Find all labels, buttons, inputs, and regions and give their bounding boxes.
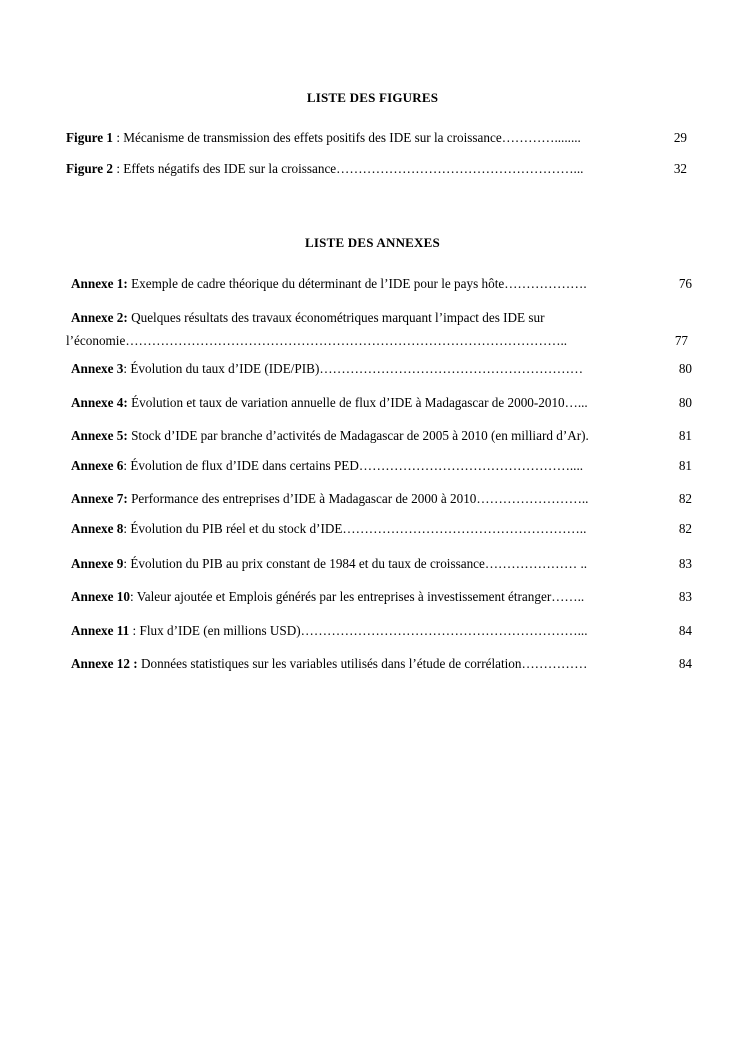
figures-heading: LISTE DES FIGURES	[306, 90, 439, 105]
annex-title: Performance des entreprises d’IDE à Madagascar de 2000 à 2010……………………..	[127, 491, 589, 506]
annex-page-number: 80	[678, 361, 692, 376]
annex-page-number: 82	[678, 491, 692, 506]
annex-entry-10[interactable]	[71, 589, 584, 605]
annex-title: Données statistiques sur les variables utilisés dans l’étude de corrélation……………	[137, 656, 588, 671]
figure-page-number: 29	[673, 130, 687, 145]
annex-title: Stock d’IDE par branche d’activités de Madagascar de 2005 à 2010 (en milliard d’Ar).	[127, 428, 589, 443]
figure-title: : Mécanisme de transmission des effets positifs des IDE sur la croissance…………........	[113, 130, 581, 145]
annex-title-continuation: l’économie………………………………………………………………………………………..	[66, 333, 568, 348]
annex-title: : Évolution de flux d’IDE dans certains PED…………………………………………....	[123, 458, 584, 473]
figure-title: : Effets négatifs des IDE sur la croissance………………………………………………...	[113, 161, 584, 176]
annex-entry-7[interactable]	[71, 491, 588, 507]
annex-label: Annexe 12 :	[71, 656, 138, 671]
annex-entry-11[interactable]	[71, 623, 588, 639]
annex-title: : Évolution du PIB réel et du stock d’IDE………………………………………………..	[123, 521, 587, 536]
annex-label: Annexe 4:	[71, 395, 128, 410]
annex-entry-12[interactable]	[71, 656, 587, 672]
figure-entry-2[interactable]	[66, 161, 583, 177]
annex-page-number: 81	[678, 428, 692, 443]
annex-page-number: 80	[678, 395, 692, 410]
annex-title: Évolution et taux de variation annuelle de flux d’IDE à Madagascar de 2000-2010…...	[127, 395, 588, 410]
annex-title: Exemple de cadre théorique du déterminant de l’IDE pour le pays hôte……………….	[127, 276, 587, 291]
annex-label: Annexe 11	[71, 623, 130, 638]
annex-entry-9[interactable]	[71, 556, 587, 572]
annex-entry-5[interactable]	[71, 428, 589, 444]
annex-entry-8[interactable]	[71, 521, 586, 537]
annex-label: Annexe 2:	[71, 310, 128, 325]
figure-label: Figure 2	[66, 161, 114, 176]
annex-page-number: 77	[674, 333, 688, 348]
annex-page-number: 82	[678, 521, 692, 536]
annex-title: : Valeur ajoutée et Emplois générés par les entreprises à investissement étranger……..	[129, 589, 585, 604]
annex-label: Annexe 8	[71, 521, 124, 536]
annex-entry-2[interactable]	[71, 310, 545, 326]
annex-entry-6[interactable]	[71, 458, 583, 474]
annex-page-number: 84	[678, 623, 692, 638]
annex-entry-3[interactable]	[71, 361, 583, 377]
annex-title: Quelques résultats des travaux économétriques marquant l’impact des IDE sur	[127, 310, 545, 325]
annex-title: : Évolution du PIB au prix constant de 1984 et du taux de croissance………………… ..	[123, 556, 588, 571]
annex-label: Annexe 10	[71, 589, 130, 604]
annex-label: Annexe 9	[71, 556, 124, 571]
annex-label: Annexe 5:	[71, 428, 128, 443]
annex-page-number: 84	[678, 656, 692, 671]
annex-entry-1[interactable]	[71, 276, 587, 292]
annex-page-number: 76	[678, 276, 692, 291]
annexes-heading: LISTE DES ANNEXES	[305, 235, 440, 250]
annex-page-number: 83	[678, 589, 692, 604]
figure-page-number: 32	[673, 161, 687, 176]
annex-entry-2-continuation[interactable]	[66, 333, 567, 349]
annex-entry-4[interactable]	[71, 395, 588, 411]
annex-label: Annexe 7:	[71, 491, 128, 506]
figure-label: Figure 1	[66, 130, 114, 145]
annex-page-number: 81	[678, 458, 692, 473]
annex-title: : Évolution du taux d’IDE (IDE/PIB)……………………………………………………	[123, 361, 584, 376]
annex-label: Annexe 1:	[71, 276, 128, 291]
annex-label: Annexe 6	[71, 458, 124, 473]
annex-title: : Flux d’IDE (en millions USD)………………………………………………………...	[129, 623, 588, 638]
annex-page-number: 83	[678, 556, 692, 571]
annex-label: Annexe 3	[71, 361, 124, 376]
figure-entry-1[interactable]	[66, 130, 581, 146]
